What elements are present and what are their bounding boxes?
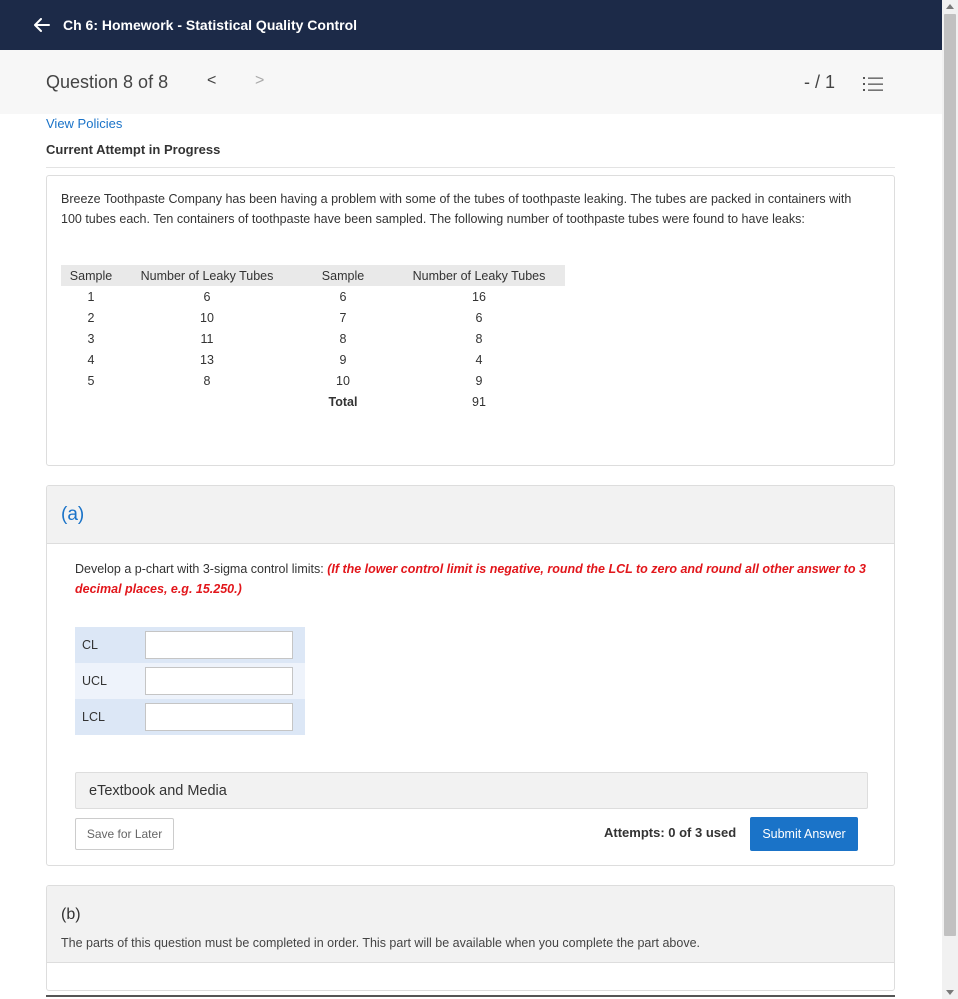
answer-fields [75, 627, 305, 735]
table-cell: 6 [475, 310, 483, 325]
question-counter: Question 8 of 8 [46, 72, 169, 92]
table-header: Sample [293, 265, 393, 286]
cl-input[interactable] [145, 631, 293, 659]
next-question-button[interactable]: > [255, 72, 265, 89]
cl-label: CL [82, 638, 98, 652]
part-b-card [46, 885, 895, 991]
table-cell: 4 [87, 352, 95, 367]
scroll-up-icon[interactable] [946, 4, 954, 9]
answer-row-lcl [75, 699, 305, 735]
table-cell: 10 [336, 373, 350, 388]
table-cell: 6 [339, 289, 347, 304]
table-cell: 9 [339, 352, 347, 367]
part-b-label: (b) [61, 906, 81, 923]
part-a-instruction [75, 560, 875, 599]
table-cell: 10 [200, 310, 214, 325]
rounding-instruction: (If the lower control limit is negative, round the LCL to zero and round all other answer to 3 decimal places, e.g. 15.250.) [75, 562, 866, 596]
problem-text: Breeze Toothpaste Company has been having a problem with some of the tubes of toothpaste leaking. The tubes are packed in containers with 100 tubes each. Ten containers of toothpaste have been sampled. The following number of toothpaste tubes were found to have leaks: [61, 192, 852, 226]
table-cell: 2 [87, 310, 95, 325]
table-cell: 7 [339, 310, 347, 325]
total-value: 91 [472, 394, 486, 409]
table-cell: 13 [200, 352, 214, 367]
table-row [61, 328, 565, 349]
submit-answer-button[interactable]: Submit Answer [750, 817, 858, 851]
previous-question-button[interactable]: < [207, 72, 217, 89]
table-cell: 5 [87, 373, 95, 388]
part-a-label: (a) [61, 504, 85, 525]
bottom-divider [46, 995, 895, 997]
part-b-header [47, 886, 894, 963]
table-header: Number of Leaky Tubes [121, 265, 293, 286]
lcl-label: LCL [82, 710, 105, 724]
table-cell: 6 [203, 289, 211, 304]
table-cell: 11 [200, 331, 214, 346]
question-list-icon[interactable] [863, 76, 883, 92]
ucl-label: UCL [82, 674, 108, 688]
leaky-tubes-table [61, 265, 565, 412]
scroll-thumb[interactable] [944, 14, 956, 936]
answer-row-ucl [75, 663, 305, 699]
table-cell: 16 [472, 289, 486, 304]
question-nav [0, 50, 942, 114]
assignment-title: Ch 6: Homework - Statistical Quality Control [63, 17, 358, 33]
attempt-status: Current Attempt in Progress [46, 142, 221, 157]
table-row [61, 286, 565, 307]
part-a-card [46, 485, 895, 866]
etextbook-media-button[interactable] [75, 772, 868, 809]
vertical-scrollbar[interactable] [942, 0, 958, 999]
view-policies-link[interactable]: View Policies [46, 116, 123, 131]
part-b-note: The parts of this question must be completed in order. This part will be available when you complete the part above. [61, 936, 701, 950]
top-bar [0, 0, 942, 50]
table-header-row [61, 265, 565, 286]
question-score: - / 1 [804, 72, 836, 92]
instruction-text: Develop a p-chart with 3-sigma control limits: [75, 562, 328, 576]
table-cell: 8 [203, 373, 211, 388]
answer-row-cl [75, 627, 305, 663]
save-for-later-button[interactable]: Save for Later [75, 818, 174, 850]
scroll-down-icon[interactable] [946, 990, 954, 995]
back-arrow-icon[interactable] [32, 15, 52, 35]
table-cell: 8 [475, 331, 483, 346]
ucl-input[interactable] [145, 667, 293, 695]
etextbook-label: eTextbook and Media [89, 783, 227, 799]
divider [46, 167, 895, 168]
lcl-input[interactable] [145, 703, 293, 731]
attempts-counter: Attempts: 0 of 3 used [604, 825, 737, 840]
part-a-header [47, 486, 894, 544]
table-total-row [61, 391, 565, 412]
table-row [61, 307, 565, 328]
table-cell: 4 [475, 352, 483, 367]
table-cell: 8 [339, 331, 347, 346]
table-header: Number of Leaky Tubes [393, 265, 565, 286]
table-row [61, 370, 565, 391]
table-cell: 9 [475, 373, 483, 388]
table-cell: 1 [87, 289, 95, 304]
table-cell: 3 [87, 331, 95, 346]
table-header: Sample [61, 265, 121, 286]
table-row [61, 349, 565, 370]
total-label: Total [328, 394, 358, 409]
